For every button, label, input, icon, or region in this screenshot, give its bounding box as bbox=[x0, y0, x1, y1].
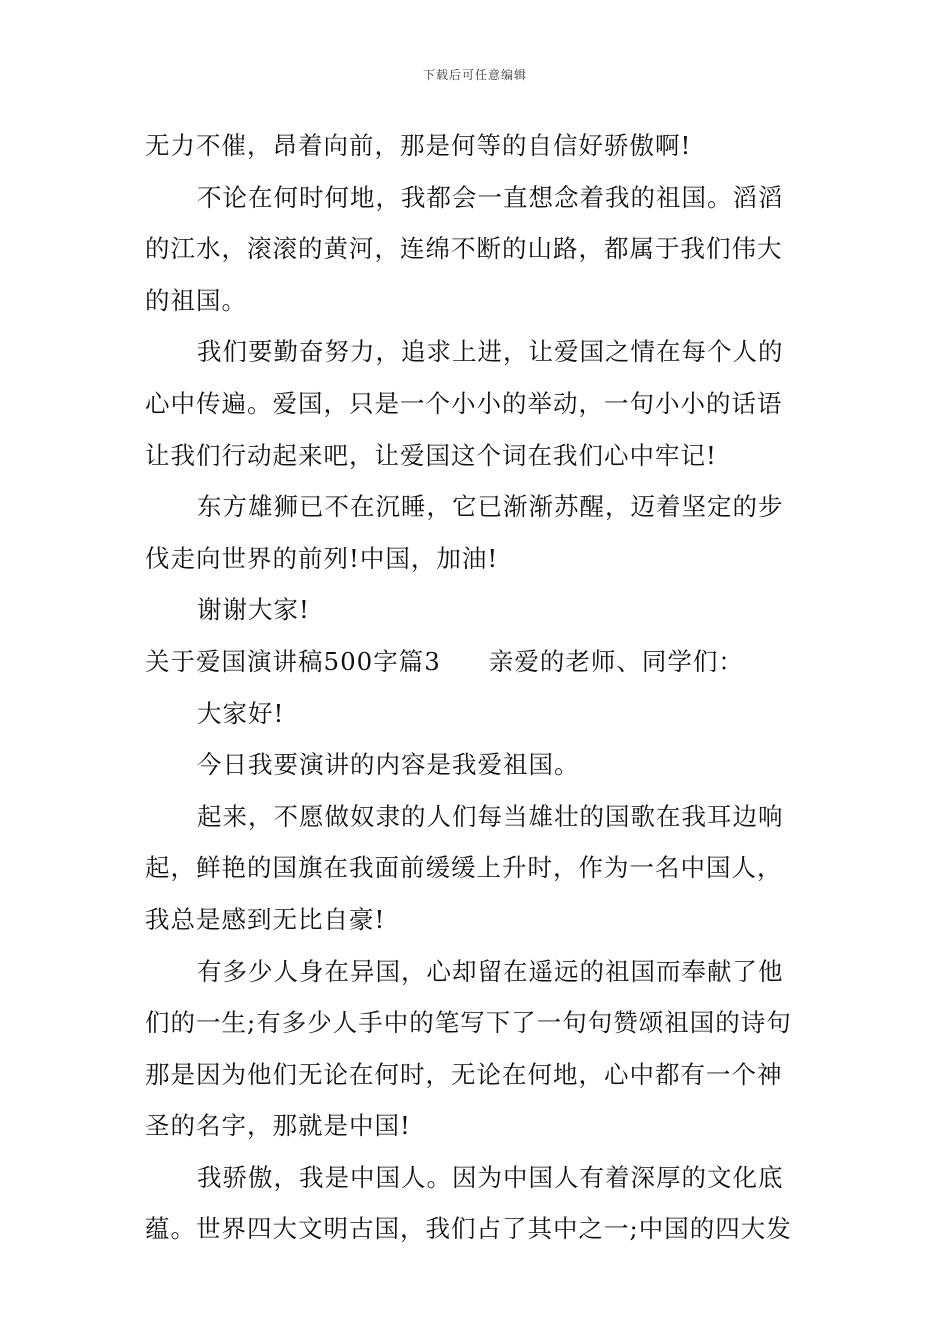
paragraph-start-line: 今日我要演讲的内容是我爱祖国。 bbox=[197, 750, 580, 780]
text-line: 那是因为他们无论在何时，无论在何地，心中都有一个神 bbox=[145, 1059, 783, 1089]
text-line: 的祖国。 bbox=[145, 285, 247, 315]
document-body bbox=[145, 128, 810, 1263]
text-line: 们的一生;有多少人手中的笔写下了一句句赞颂祖国的诗句 bbox=[145, 1008, 792, 1038]
paragraph-start-line: 起来，不愿做奴隶的人们每当雄壮的国歌在我耳边响 bbox=[197, 801, 784, 831]
text-line: 心中传遍。爱国，只是一个小小的举动，一句小小的话语 bbox=[145, 388, 783, 418]
text-line: 让我们行动起来吧，让爱国这个词在我们心中牢记! bbox=[145, 440, 717, 470]
paragraph-start-line: 我骄傲，我是中国人。因为中国人有着深厚的文化底 bbox=[197, 1162, 784, 1192]
text-line: 的江水，滚滚的黄河，连绵不断的山路，都属于我们伟大 bbox=[145, 234, 783, 264]
text-line: 我总是感到无比自豪! bbox=[145, 904, 386, 934]
text-line: 无力不催，昂着向前，那是何等的自信好骄傲啊! bbox=[145, 131, 692, 160]
paragraph-start-line: 大家好! bbox=[197, 698, 285, 728]
paragraph-start-line: 东方雄狮已不在沉睡，它已渐渐苏醒，迈着坚定的步 bbox=[197, 492, 784, 522]
paragraph-start-line: 有多少人身在异国，心却留在遥远的祖国而奉献了他 bbox=[197, 956, 784, 986]
paragraph-start-line: 不论在何时何地，我都会一直想念着我的祖国。滔滔 bbox=[197, 182, 784, 212]
paragraph-start-line: 我们要勤奋努力，追求上进，让爱国之情在每个人的 bbox=[197, 337, 784, 367]
text-line: 圣的名字，那就是中国! bbox=[145, 1111, 411, 1141]
text-line: 起，鲜艳的国旗在我面前缓缓上升时，作为一名中国人， bbox=[145, 853, 783, 883]
section-title: 关于爱国演讲稿500字篇3 bbox=[145, 646, 441, 676]
paragraph-start-line: 谢谢大家! bbox=[197, 595, 310, 625]
section-greeting: 亲爱的老师、同学们： bbox=[488, 646, 744, 676]
page-header: 下载后可任意编辑 bbox=[422, 68, 527, 82]
text-line: 蕴。世界四大文明古国，我们占了其中之一;中国的四大发 bbox=[145, 1214, 792, 1244]
text-line: 伐走向世界的前列!中国，加油! bbox=[145, 543, 499, 573]
section-heading bbox=[145, 644, 810, 696]
